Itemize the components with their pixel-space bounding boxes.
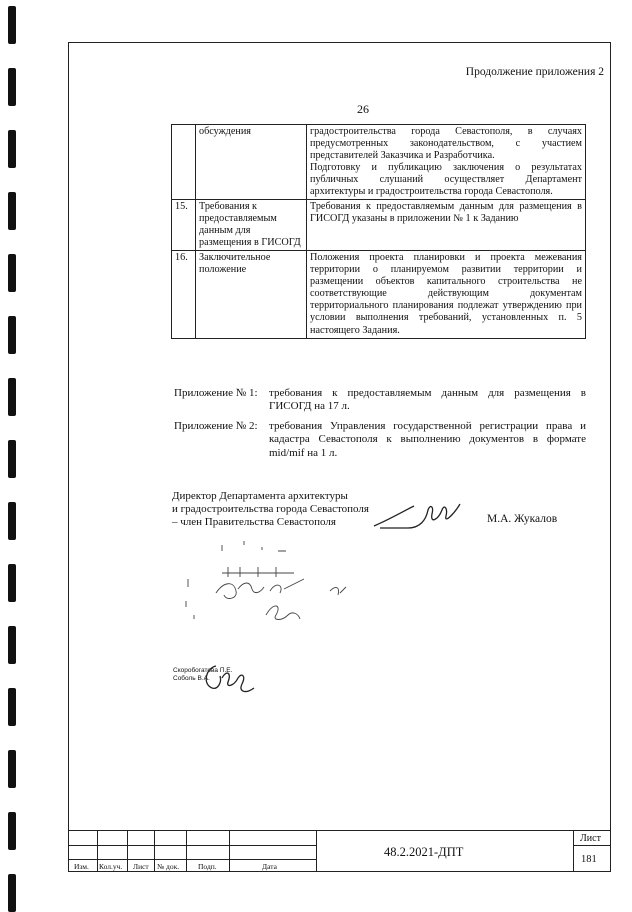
attachment-label: Приложение № 2: <box>174 419 258 432</box>
signatory-title-line: и градостроительства города Севастополя <box>172 503 369 516</box>
executor-name: Скоробогатова П.Е. <box>173 667 233 674</box>
continuation-note: Продолжение приложения 2 <box>465 66 604 78</box>
binder-holes <box>6 0 20 905</box>
attachment-item <box>174 387 586 414</box>
binder-hole <box>8 564 16 602</box>
page-number: 26 <box>357 102 369 116</box>
row-name: Требования к предоставляемым данным для размещения в ГИСОГД <box>196 200 307 251</box>
binder-hole <box>8 688 16 726</box>
attachment-text: требования Управления государственной регистрации права и кадастра Севастополя к выполнению документов в формате mid/mif на 1 л. <box>269 419 586 459</box>
title-block-divider <box>127 830 128 872</box>
row-name: Заключительное положение <box>196 251 307 338</box>
binder-hole <box>8 130 16 168</box>
description-paragraph: Требования к предоставляемым данным для размещения в ГИСОГД указаны в приложении № 1 к Заданию <box>310 201 582 225</box>
binder-hole <box>8 378 16 416</box>
title-block-label: Подп. <box>198 862 217 871</box>
row-description <box>307 125 586 200</box>
director-signature <box>368 498 468 536</box>
sheet-number: 181 <box>581 854 597 865</box>
attachment-item <box>174 420 586 460</box>
document-code: 48.2.2021-ДПТ <box>384 845 464 859</box>
attachment-text: требования к предоставляемым данным для размещения в ГИСОГД на 17 л. <box>269 387 586 413</box>
row-description <box>307 200 586 251</box>
description-paragraph: Положения проекта планировки и проекта межевания территории о планируемом развитии территории и размещении объектов капитального строительства не соответствующие действующим документам территориального планирования подлежат утверждению при условии выполнения требований, установленных п. 5 настоящего Задания. <box>310 252 582 336</box>
row-name: обсуждения <box>196 125 307 200</box>
signatory-title <box>172 490 369 530</box>
attachment-label: Приложение № 1: <box>174 387 258 399</box>
binder-hole <box>8 316 16 354</box>
row-number: 15. <box>172 200 196 251</box>
title-block-label: Лист <box>133 862 149 871</box>
requirements-table <box>171 124 586 339</box>
title-block-label: № док. <box>157 862 180 871</box>
binder-hole <box>8 68 16 106</box>
row-number: 16. <box>172 251 196 338</box>
binder-hole <box>8 6 16 44</box>
table-row <box>172 125 586 200</box>
binder-hole <box>8 750 16 788</box>
title-block-divider <box>154 830 155 872</box>
signatory-title-line: – член Правительства Севастополя <box>172 516 336 529</box>
title-block-divider <box>68 859 316 860</box>
binder-hole <box>8 440 16 478</box>
description-paragraph: градостроительства города Севастополя, в случаях предусмотренных законодательством, с участием представителей Заказчика и Разработчика. <box>310 126 582 162</box>
signatory-title-line: Директор Департамента архитектуры <box>172 490 348 502</box>
title-block-label: Кол.уч. <box>99 862 123 871</box>
title-block-divider <box>229 830 230 872</box>
executor-signature <box>198 660 260 700</box>
executor-name: Соболь В.А. <box>173 674 210 682</box>
sheet-label: Лист <box>580 833 601 844</box>
title-block-divider <box>573 845 611 846</box>
binder-hole <box>8 192 16 230</box>
attachments-list <box>174 387 586 466</box>
title-block-label: Изм. <box>74 862 89 871</box>
signatory-name: М.А. Жукалов <box>487 513 558 525</box>
binder-hole <box>8 812 16 850</box>
title-block-label: Дата <box>262 862 277 871</box>
row-description <box>307 251 586 338</box>
title-block-divider <box>97 830 98 872</box>
binder-hole <box>8 254 16 292</box>
title-block-border <box>68 830 611 831</box>
binder-hole <box>8 502 16 540</box>
title-block-divider <box>316 830 317 872</box>
title-block-divider <box>186 830 187 872</box>
binder-hole <box>8 874 16 912</box>
table-row <box>172 251 586 338</box>
approval-stamp-marks <box>180 533 380 628</box>
title-block-divider <box>68 845 316 846</box>
description-paragraph: Подготовку и публикацию заключения о результатах публичных слушаний осуществляет Департамент архитектуры и градостроительства города Севастополя. <box>310 162 582 198</box>
row-number <box>172 125 196 200</box>
title-block-divider <box>573 830 574 872</box>
table-row <box>172 200 586 251</box>
binder-hole <box>8 626 16 664</box>
